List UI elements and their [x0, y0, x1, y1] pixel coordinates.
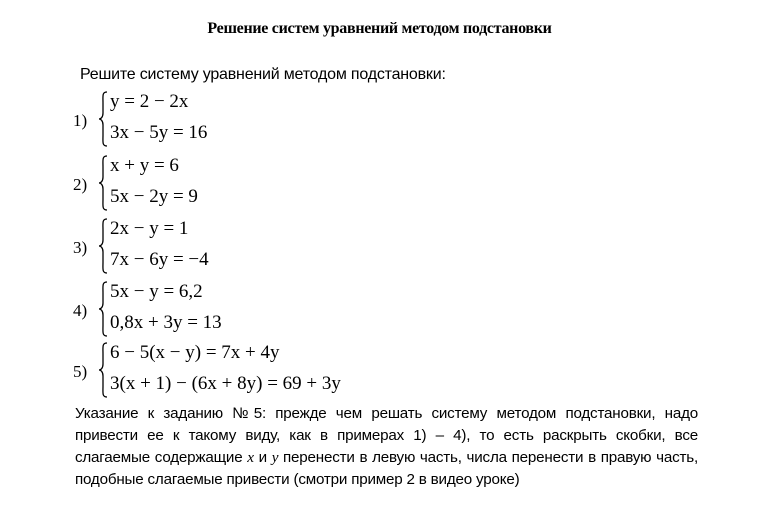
- equation-line-2: 0,8x + 3y = 13: [110, 312, 222, 333]
- instruction-text: Решите систему уравнений методом подстановки:: [80, 66, 446, 83]
- note-text-and: и: [253, 449, 272, 466]
- equation-line-1: y = 2 − 2x: [110, 91, 189, 112]
- document-title: Решение систем уравнений методом подстановки: [207, 20, 552, 37]
- equation-line-2: 3x − 5y = 16: [110, 122, 208, 143]
- equation-line-1: 6 − 5(x − y) = 7x + 4y: [110, 342, 280, 363]
- left-brace-icon: [98, 281, 108, 337]
- system-number: 3): [73, 238, 88, 257]
- system-number: 2): [73, 175, 88, 194]
- system-number: 1): [73, 111, 88, 130]
- note-variable-x: x: [247, 449, 254, 466]
- note-variable-y: y: [271, 449, 279, 466]
- task-hint-note: [75, 403, 698, 491]
- equation-line-2: 7x − 6y = −4: [110, 249, 209, 270]
- note-text-part2: перенести в левую часть, числа перенести в правую часть, подобные слагаемые привести (смотри пример 2 в видео уроке): [75, 449, 698, 488]
- system-number: 4): [73, 301, 88, 320]
- note-text-part1: Указание к заданию №5: прежде чем решать систему методом подстановки, надо привести ее к такому виду, как в примерах 1) – 4), то есть раскрыть скобки, все слагаемые содержащие: [75, 405, 698, 466]
- equation-line-1: x + y = 6: [110, 155, 179, 176]
- equation-line-2: 5x − 2y = 9: [110, 186, 198, 207]
- system-number: 5): [73, 362, 88, 381]
- equation-line-2: 3(x + 1) − (6x + 8y) = 69 + 3y: [110, 373, 341, 394]
- equation-line-1: 2x − y = 1: [110, 218, 189, 239]
- left-brace-icon: [98, 342, 108, 398]
- left-brace-icon: [98, 91, 108, 147]
- left-brace-icon: [98, 155, 108, 211]
- equation-line-1: 5x − y = 6,2: [110, 281, 203, 302]
- left-brace-icon: [98, 218, 108, 274]
